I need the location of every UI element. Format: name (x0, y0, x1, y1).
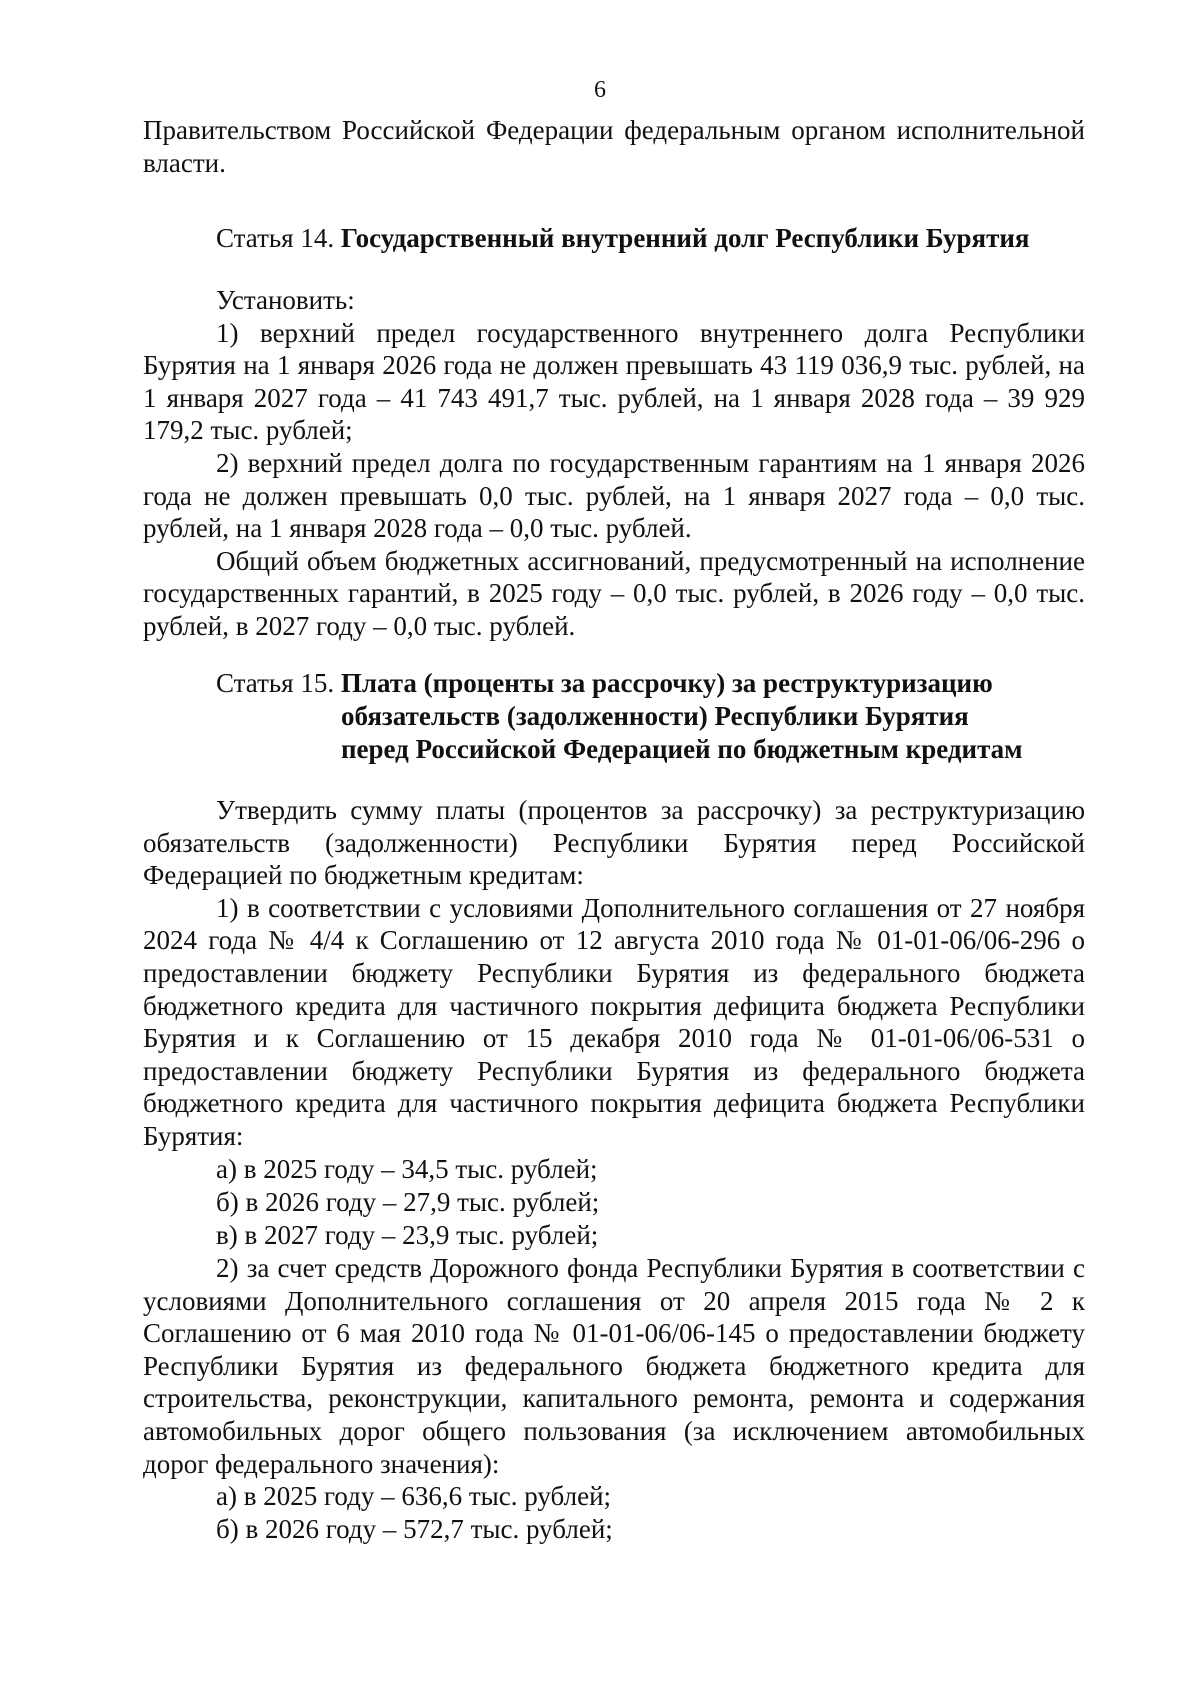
article-15-body (143, 794, 1085, 1153)
article-14-para-1: 1) верхний предел государственного внутреннего долга Республики Бурятия на 1 января 2026 года не должен превышать 43 119 036,9 тыс. рублей, на 1 января 2027 года – 41 743 491,7 тыс. рублей, на 1 января 2028 года – 39 929 179,2 тыс. рублей; (143, 317, 1085, 446)
article-15-title-line-2: обязательств (задолженности) Республики Бурятия (341, 701, 969, 731)
list-item: а) в 2025 году – 636,6 тыс. рублей; (216, 1481, 612, 1511)
article-15-para-1: 1) в соответствии с условиями Дополнительного соглашения от 27 ноября 2024 года № 4/4 к Соглашению от 12 августа 2010 года № 01-01-06/06-296 о предоставлении бюджету Республики Бурятия из федерального бюджета бюджетного кредита для частичного покрытия дефицита бюджета Республики Бурятия и к Соглашению от 15 декабря 2010 года № 01-01-06/06-531 о предоставлении бюджету Республики Бурятия из федерального бюджета бюджетного кредита для частичного покрытия дефицита бюджета Республики Бурятия: (143, 892, 1085, 1151)
article-14-heading (216, 222, 1096, 255)
intro-paragraph: Правительством Российской Федерации федеральным органом исполнительной власти. (143, 115, 1085, 178)
article-15-para-2: 2) за счет средств Дорожного фонда Республики Бурятия в соответствии с условиями Дополнительного соглашения от 20 апреля 2015 года № 2 к Соглашению от 6 мая 2010 года № 01-01-06/06-145 о предоставлении бюджету Республики Бурятия из федерального бюджета бюджетного кредита для строительства, реконструкции, капитального ремонта, ремонта и содержания автомобильных дорог общего пользования (за исключением автомобильных дорог федерального значения): (143, 1253, 1085, 1479)
article-15-para-2-block (143, 1252, 1085, 1480)
article-14-lead: Установить: (216, 285, 355, 315)
article-14-para-2: 2) верхний предел долга по государственным гарантиям на 1 января 2026 года не должен превышать 0,0 тыс. рублей, на 1 января 2027 года – 0,0 тыс. рублей, на 1 января 2028 года – 0,0 тыс. рублей. (143, 447, 1085, 544)
article-14-para-3: Общий объем бюджетных ассигнований, предусмотренный на исполнение государственных гарантий, в 2025 году – 0,0 тыс. рублей, в 2026 году – 0,0 тыс. рублей, в 2027 году – 0,0 тыс. рублей. (143, 545, 1085, 641)
list-item: б) в 2026 году – 572,7 тыс. рублей; (216, 1514, 613, 1544)
page-number: 6 (594, 77, 606, 103)
article-15-prefix: Статья 15. (216, 668, 335, 698)
list-item: б) в 2026 году – 27,9 тыс. рублей; (216, 1187, 600, 1217)
article-14-prefix: Статья 14. (216, 223, 335, 253)
article-14-body (143, 284, 1085, 643)
list-item: а) в 2025 году – 34,5 тыс. рублей; (216, 1154, 598, 1184)
article-15-title-line-3: перед Российской Федерацией по бюджетным кредитам (341, 734, 1023, 764)
article-15-title-line-1: Плата (проценты за рассрочку) за реструктуризацию (340, 668, 993, 698)
article-15-lead: Утвердить сумму платы (процентов за рассрочку) за реструктуризацию обязательств (задолженности) Республики Бурятия перед Российской Федерацией по бюджетным кредитам: (143, 795, 1085, 891)
article-14-title: Государственный внутренний долг Республики Бурятия (340, 223, 1030, 253)
article-15-heading (216, 667, 1096, 700)
list-item: в) в 2027 году – 23,9 тыс. рублей; (216, 1220, 599, 1250)
